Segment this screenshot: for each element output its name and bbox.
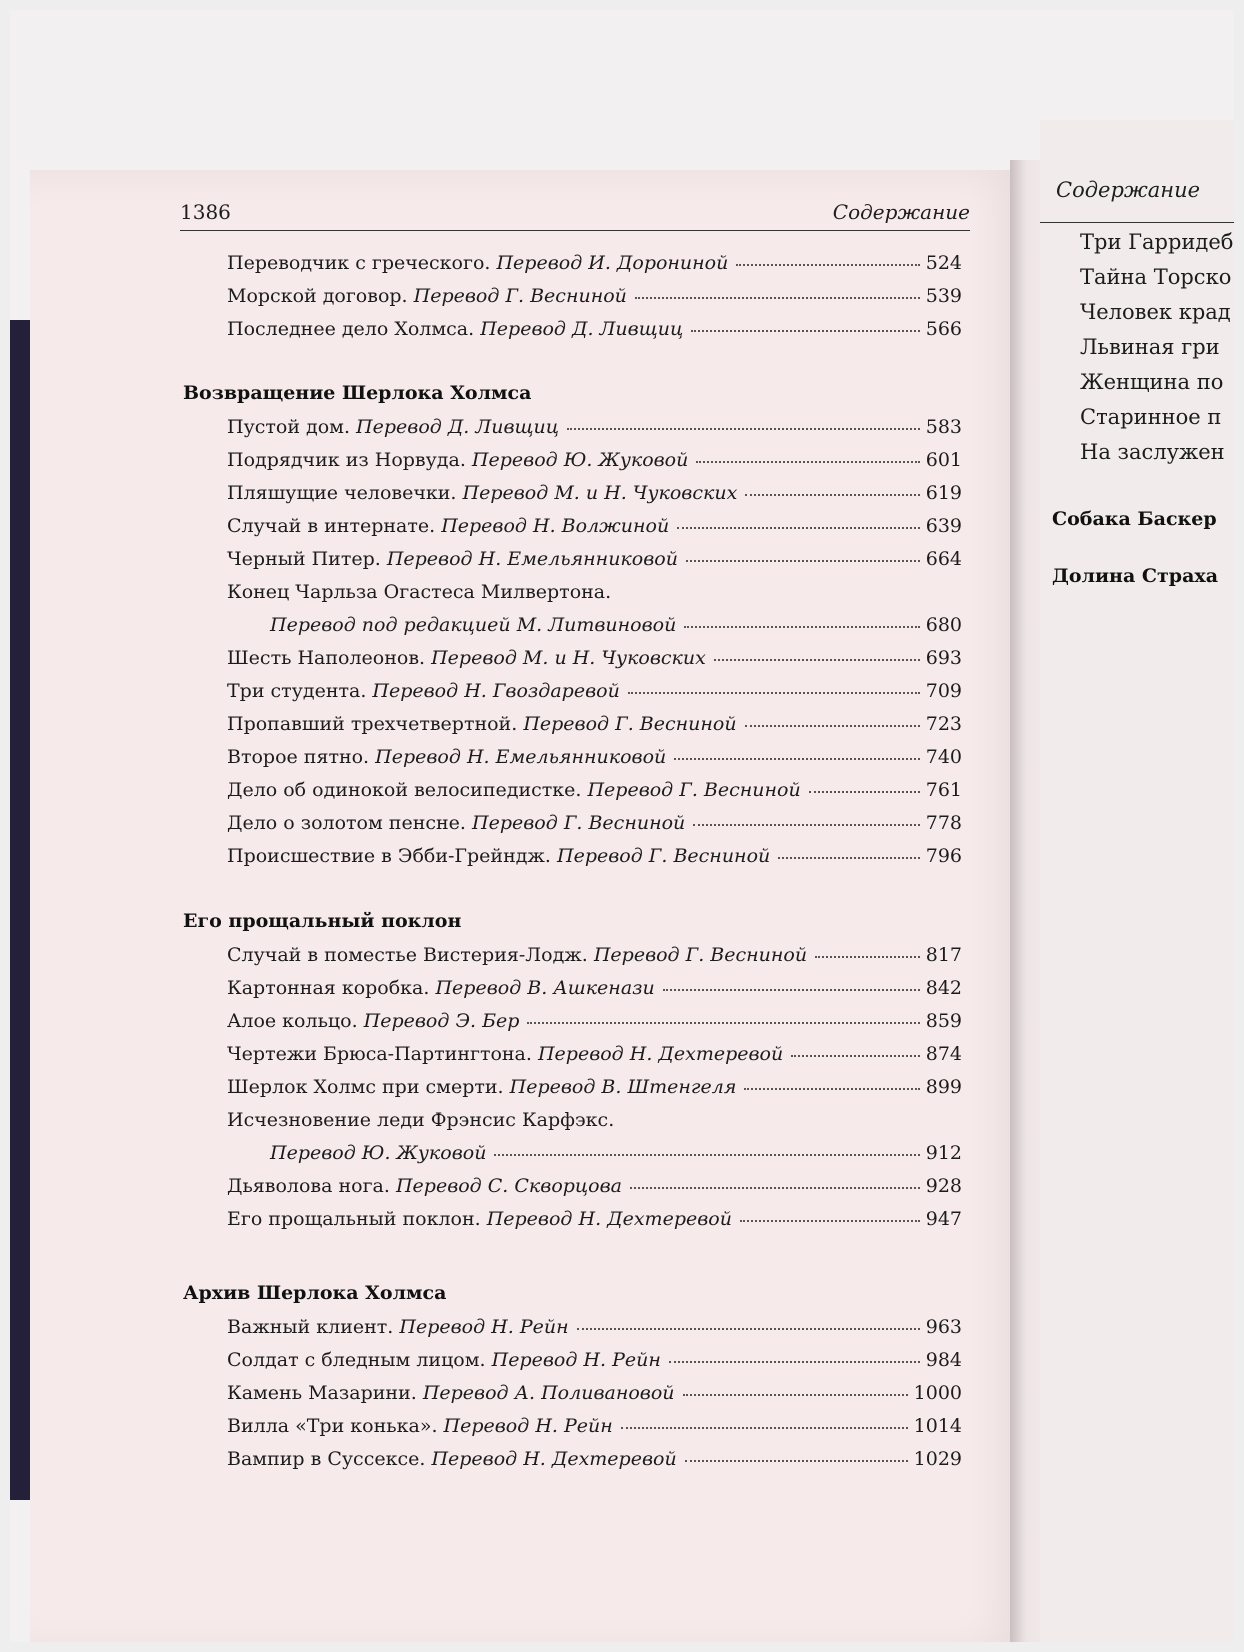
page-ref: 1029 [913,1448,962,1470]
story-title: Переводчик с греческого. [227,252,491,274]
page-ref: 912 [925,1142,962,1164]
translator: Перевод Н. Рейн [491,1349,661,1371]
story-title: Шесть Наполеонов. [227,647,426,669]
story-title: Пустой дом. [227,416,350,438]
dot-leader [663,989,920,991]
translator: Перевод Н. Дехтеревой [431,1448,677,1470]
page-ref: 680 [925,614,962,636]
story-title: Случай в интернате. [227,515,436,537]
dot-leader [635,297,920,299]
right-toc-item: Старинное п [1080,405,1222,429]
story-title: Происшествие в Эбби-Грейндж. [227,845,551,867]
dot-leader [696,461,919,463]
right-header-title: Содержание [1056,178,1201,202]
translator: Перевод под редакцией М. Литвиновой [270,614,677,636]
toc-entry [0,775,1000,805]
toc-entry [0,1345,1000,1375]
translator: Перевод В. Ашкенази [435,977,655,999]
translator: Перевод В. Штенгеля [509,1076,737,1098]
toc-entry [0,973,1000,1003]
page-ref: 761 [925,779,962,801]
dot-leader [669,1361,920,1363]
translator: Перевод Н. Емельянниковой [386,548,678,570]
translator: Перевод М. и Н. Чуковских [431,647,706,669]
story-title: Второе пятно. [227,746,370,768]
story-title: Морской договор. [227,285,408,307]
story-title: Последнее дело Холмса. [227,318,475,340]
dot-leader [778,857,919,859]
translator: Перевод Н. Волжиной [441,515,670,537]
story-title: Случай в поместье Вистерия-Лодж. [227,944,588,966]
translator: Перевод Г. Весниной [413,285,627,307]
translator: Перевод Э. Бер [363,1010,520,1032]
dot-leader [740,1220,920,1222]
page-ref: 899 [925,1076,962,1098]
page-ref: 874 [925,1043,962,1065]
page-ref: 984 [925,1349,962,1371]
dot-leader [745,494,919,496]
right-toc-item: На заслужен [1080,440,1225,464]
toc-entry [0,511,1000,541]
story-title: Вампир в Суссексе. [227,1448,426,1470]
translator: Перевод Н. Рейн [399,1316,569,1338]
page-ref: 817 [925,944,962,966]
toc-entry [0,742,1000,772]
right-section-heading: Долина Страха [1052,565,1219,587]
story-title: Подрядчик из Норвуда. [227,449,466,471]
right-toc-item: Женщина по [1080,370,1224,394]
dot-leader [736,264,919,266]
right-toc-item: Львиная гри [1080,335,1220,359]
page-ref: 539 [925,285,962,307]
toc-entry-title-line [0,1105,1000,1135]
dot-leader [683,1394,908,1396]
page-ref: 639 [925,515,962,537]
right-page [1040,120,1234,1642]
story-title: Три студента. [227,680,367,702]
story-title: Чертежи Брюса-Партингтона. [227,1043,532,1065]
header-title: Содержание [832,200,970,224]
page-ref: 583 [925,416,962,438]
toc-entry [0,610,1000,640]
translator: Перевод Н. Дехтеревой [537,1043,784,1065]
translator: Перевод Г. Весниной [472,812,686,834]
dot-leader [630,1187,920,1189]
story-title: Пропавший трехчетвертной. [227,713,518,735]
translator: Перевод С. Скворцова [395,1175,623,1197]
dot-leader [745,725,920,727]
right-section-heading: Собака Баскер [1052,508,1217,530]
story-title: Алое кольцо. [227,1010,358,1032]
translator: Перевод И. Дорониной [496,252,729,274]
story-title: Дьяволова нога. [227,1175,390,1197]
story-title: Пляшущие человечки. [227,482,457,504]
right-toc-item: Человек крад [1080,300,1231,324]
toc-entry [0,940,1000,970]
dot-leader [691,330,920,332]
story-title: Картонная коробка. [227,977,430,999]
translator: Перевод Г. Весниной [587,779,801,801]
right-toc-item: Тайна Торско [1080,265,1232,289]
page-ref: 963 [925,1316,962,1338]
page-ref: 693 [925,647,962,669]
translator: Перевод Н. Рейн [443,1415,613,1437]
toc-entry [0,1411,1000,1441]
translator: Перевод М. и Н. Чуковских [462,482,738,504]
toc-entry [0,808,1000,838]
story-title: Камень Мазарини. [227,1382,417,1404]
page-ref: 524 [925,252,962,274]
toc-entry [0,314,1000,344]
toc-entry [0,412,1000,442]
story-title: Его прощальный поклон. [227,1208,481,1230]
toc-entry [0,281,1000,311]
dot-leader [494,1154,919,1156]
story-title: Исчезновение леди Фрэнсис Карфэкс. [227,1109,615,1131]
dot-leader [677,527,920,529]
toc-entry [0,445,1000,475]
translator: Перевод Д. Ливщиц [356,416,560,438]
dot-leader [685,1460,908,1462]
toc-entry [0,1006,1000,1036]
translator: Перевод Н. Дехтеревой [486,1208,732,1230]
toc-entry [0,1444,1000,1474]
dot-leader [527,1022,919,1024]
dot-leader [809,791,920,793]
story-title: Солдат с бледным лицом. [227,1349,486,1371]
page-ref: 947 [925,1208,962,1230]
toc-entry [0,1171,1000,1201]
translator: Перевод Д. Ливщиц [480,318,684,340]
dot-leader [628,692,920,694]
page-ref: 778 [925,812,962,834]
toc-entry [0,1138,1000,1168]
translator: Перевод Н. Гвоздаревой [372,680,620,702]
toc-entry [0,1378,1000,1408]
page-header [180,190,970,231]
toc-entry [0,544,1000,574]
section-heading: Его прощальный поклон [183,910,462,932]
page-ref: 566 [925,318,962,340]
page-ref: 664 [925,548,962,570]
toc-entry [0,841,1000,871]
translator: Перевод Г. Весниной [523,713,737,735]
right-toc-item: Три Гарридеб [1080,230,1234,254]
dot-leader [744,1088,919,1090]
translator: Перевод Г. Весниной [593,944,808,966]
translator: Перевод Ю. Жуковой [471,449,689,471]
story-title: Дело об одинокой велосипедистке. [227,779,582,801]
toc-entry [0,709,1000,739]
page-ref: 1000 [913,1382,962,1404]
toc-entry [0,248,1000,278]
translator: Перевод Ю. Жуковой [270,1142,487,1164]
toc-entry [0,1039,1000,1069]
story-title: Дело о золотом пенсне. [227,812,466,834]
page-ref: 619 [925,482,962,504]
toc-entry [0,643,1000,673]
dot-leader [693,824,919,826]
toc-entry [0,1312,1000,1342]
story-title: Конец Чарльза Огастеса Милвертона. [227,581,612,603]
page-number: 1386 [180,200,231,224]
page-ref: 1014 [913,1415,962,1437]
dot-leader [577,1328,920,1330]
dot-leader [714,659,920,661]
right-page-header [1040,170,1234,223]
translator: Перевод А. Поливановой [422,1382,675,1404]
section-heading: Архив Шерлока Холмса [183,1282,447,1304]
toc-entry [0,1204,1000,1234]
dot-leader [567,428,920,430]
dot-leader [684,626,919,628]
translator: Перевод Г. Весниной [557,845,771,867]
story-title: Черный Питер. [227,548,381,570]
page-ref: 928 [925,1175,962,1197]
dot-leader [621,1427,908,1429]
story-title: Вилла «Три конька». [227,1415,438,1437]
section-heading: Возвращение Шерлока Холмса [183,382,532,404]
page-ref: 859 [925,1010,962,1032]
translator: Перевод Н. Емельянниковой [375,746,667,768]
dot-leader [674,758,919,760]
page-ref: 796 [925,845,962,867]
story-title: Важный клиент. [227,1316,394,1338]
dot-leader [686,560,920,562]
page-ref: 740 [925,746,962,768]
page-ref: 709 [925,680,962,702]
story-title: Шерлок Холмс при смерти. [227,1076,504,1098]
toc-entry-title-line [0,577,1000,607]
toc-entry [0,1072,1000,1102]
dot-leader [815,956,920,958]
page-ref: 723 [925,713,962,735]
dot-leader [791,1055,920,1057]
toc-entry [0,478,1000,508]
page-ref: 601 [925,449,962,471]
toc-entry [0,676,1000,706]
page-ref: 842 [925,977,962,999]
